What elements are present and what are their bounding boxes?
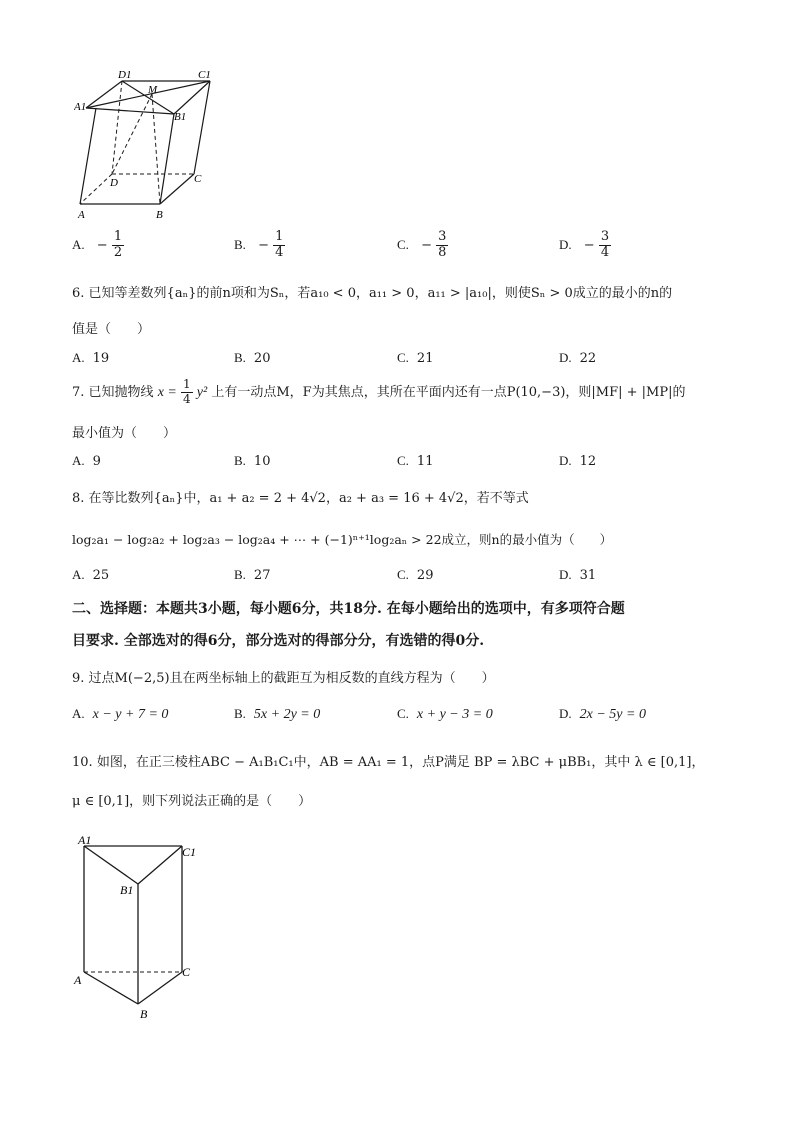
triangular-prism-figure [70,832,210,1022]
q9-option-b: B. 5x + 2y = 0 [234,706,321,722]
label-C1: C1 [198,69,211,81]
section2-heading-line1: 二、选择题：本题共3小题，每小题6分，共18分. 在每小题给出的选项中，有多项符合题 [72,601,625,617]
section2-heading-line2: 目要求. 全部选对的得6分，部分选对的得部分分，有选错的得0分. [72,633,485,649]
q9-option-a: A. x − y + 7 = 0 [72,706,169,722]
q8-option-d: D. 31 [559,567,597,583]
q10-stem-line2: μ ∈ [0,1]，则下列说法正确的是（ ） [72,794,312,809]
q7-stem-line1: 7. 已知抛物线 x = $\frac{1}{4}$ y² 上有一动点M，F为其焦点，其所在平面内还有一点P(10,−3)，则|MF| + |MP|的 [72,377,686,406]
label-C: C [182,965,191,979]
q8-option-b: B. 27 [234,567,271,583]
label-C: C [194,173,202,185]
q6-option-a: A. 19 [72,350,110,366]
q7-stem-line2: 最小值为（ ） [72,426,177,441]
q6-option-b: B. 20 [234,350,271,366]
label-B1: B1 [120,883,134,897]
q7-option-c: C. 11 [397,453,434,469]
q8-stem-line2: log₂a₁ − log₂a₂ + log₂a₃ − log₂a₄ + ⋯ + (−1)ⁿ⁺¹log₂aₙ > 22成立，则n的最小值为（ ） [72,532,613,547]
label-A1: A1 [78,833,92,847]
label-D: D [110,177,118,189]
q5-option-b: B. − $\frac{1}{4}$ [234,229,284,260]
label-D1: D1 [118,69,132,81]
label-B1: B1 [174,111,187,123]
label-M: M [148,84,158,96]
label-B: B [156,209,163,221]
q5-option-c: C. − $\frac{3}{8}$ [397,229,447,260]
label-A: A [74,973,82,987]
q6-option-d: D. 22 [559,350,597,366]
label-A1: A1 [74,101,87,113]
label-C1: C1 [182,845,197,859]
q5-option-a: A. − $\frac{1}{2}$ [72,229,123,260]
q7-option-b: B. 10 [234,453,271,469]
q9-option-d: D. 2x − 5y = 0 [559,706,646,722]
q8-option-a: A. 25 [72,567,110,583]
q6-stem-line2: 值是（ ） [72,322,151,337]
q6-option-c: C. 21 [397,350,434,366]
q8-stem-line1: 8. 在等比数列{aₙ}中，a₁ + a₂ = 2 + 4√2，a₂ + a₃ = 16 + 4√2，若不等式 [72,491,529,506]
q9-stem: 9. 过点M(−2,5)且在两坐标轴上的截距互为相反数的直线方程为（ ） [72,671,495,686]
label-A: A [78,209,85,221]
q10-stem-line1: 10. 如图，在正三棱柱ABC − A₁B₁C₁中，AB = AA₁ = 1，点P满足 BP = λBC + μBB₁，其中 λ ∈ [0,1]， [72,755,705,770]
q5-option-d: D. − $\frac{3}{4}$ [559,229,610,260]
q9-option-c: C. x + y − 3 = 0 [397,706,493,722]
parallelepiped-figure [74,66,224,222]
q7-option-d: D. 12 [559,453,597,469]
q7-option-a: A. 9 [72,453,101,469]
q8-option-c: C. 29 [397,567,434,583]
q6-stem-line1: 6. 已知等差数列{aₙ}的前n项和为Sₙ，若a₁₀ < 0，a₁₁ > 0，a₁₁ > |a₁₀|，则使Sₙ > 0成立的最小的n的 [72,286,673,301]
label-B: B [140,1007,148,1021]
